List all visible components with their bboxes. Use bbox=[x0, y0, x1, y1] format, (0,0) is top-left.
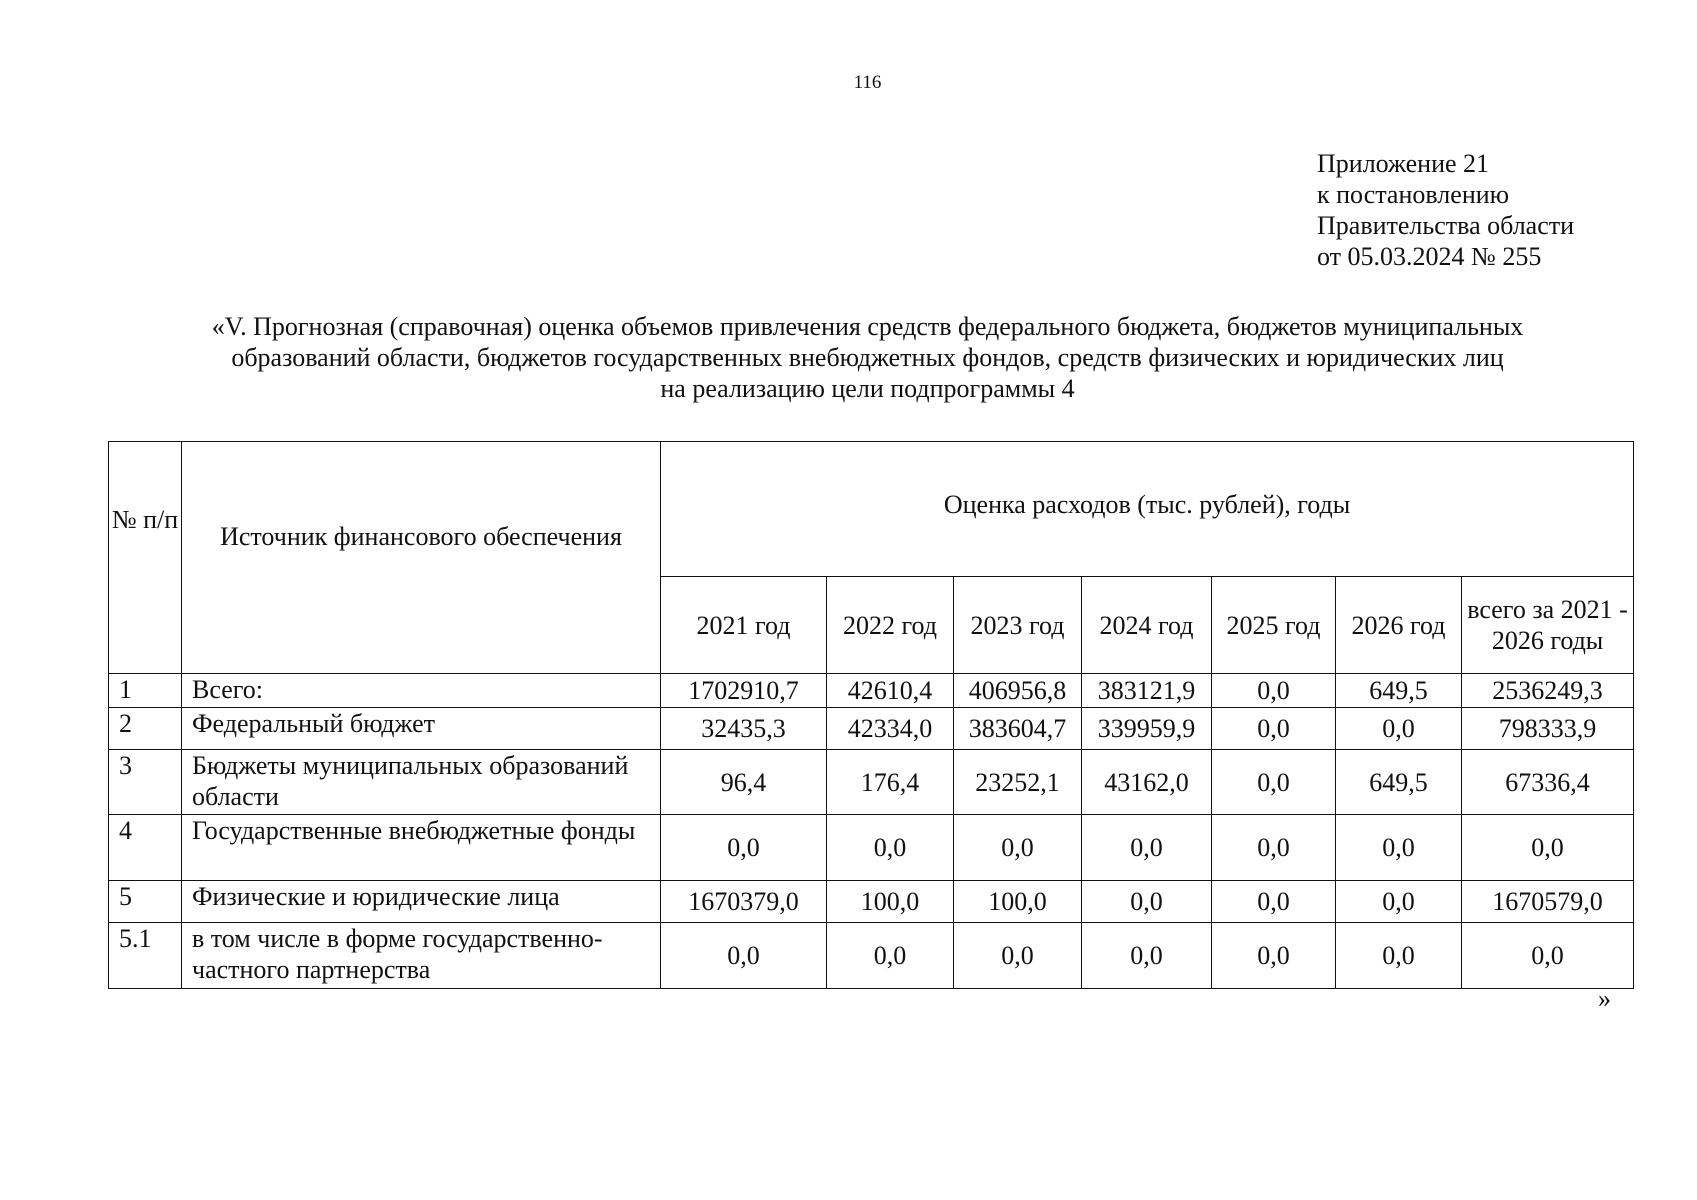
table-header-row bbox=[109, 442, 1634, 577]
cell-value: 100,0 bbox=[954, 881, 1082, 923]
header-year: 2022 год bbox=[827, 577, 954, 674]
cell-value: 0,0 bbox=[954, 923, 1082, 989]
cell-total: 1670579,0 bbox=[1462, 881, 1634, 923]
table-row bbox=[109, 674, 1634, 708]
row-number: 5 bbox=[109, 881, 182, 923]
cell-value: 0,0 bbox=[1212, 750, 1336, 815]
cell-value: 0,0 bbox=[827, 815, 954, 881]
title-line: на реализацию цели подпрограммы 4 bbox=[660, 374, 1075, 403]
cell-value: 649,5 bbox=[1336, 674, 1462, 708]
row-source: Физические и юридические лица bbox=[182, 881, 661, 923]
row-source: Федеральный бюджет bbox=[182, 708, 661, 750]
cell-value: 0,0 bbox=[1082, 923, 1212, 989]
cell-value: 0,0 bbox=[1082, 815, 1212, 881]
closing-quote: » bbox=[1598, 984, 1611, 1013]
appendix-line: Приложение 21 bbox=[1317, 149, 1490, 178]
cell-value: 0,0 bbox=[1336, 708, 1462, 750]
row-source: Всего: bbox=[182, 674, 661, 708]
appendix-line: к постановлению bbox=[1317, 180, 1510, 209]
cell-value: 0,0 bbox=[1082, 881, 1212, 923]
cell-value: 96,4 bbox=[661, 750, 827, 815]
table-row bbox=[109, 923, 1634, 989]
cell-value: 23252,1 bbox=[954, 750, 1082, 815]
header-source: Источник финансового обеспечения bbox=[182, 442, 661, 674]
header-cost-estimate: Оценка расходов (тыс. рублей), годы bbox=[661, 442, 1634, 577]
row-number: 4 bbox=[109, 815, 182, 881]
cell-total: 0,0 bbox=[1462, 815, 1634, 881]
cell-value: 0,0 bbox=[1212, 708, 1336, 750]
cell-value: 42610,4 bbox=[827, 674, 954, 708]
page-number: 116 bbox=[853, 72, 882, 93]
cell-value: 406956,8 bbox=[954, 674, 1082, 708]
cell-total: 798333,9 bbox=[1462, 708, 1634, 750]
row-number: 5.1 bbox=[109, 923, 182, 989]
header-year: 2023 год bbox=[954, 577, 1082, 674]
row-number: 1 bbox=[109, 674, 182, 708]
appendix-line: от 05.03.2024 № 255 bbox=[1317, 242, 1542, 271]
cell-value: 0,0 bbox=[954, 815, 1082, 881]
cell-value: 339959,9 bbox=[1082, 708, 1212, 750]
table-row bbox=[109, 815, 1634, 881]
row-source: в том числе в форме государственно-частного партнерства bbox=[182, 923, 661, 989]
cell-value: 0,0 bbox=[1212, 881, 1336, 923]
cell-value: 649,5 bbox=[1336, 750, 1462, 815]
cell-value: 43162,0 bbox=[1082, 750, 1212, 815]
table-row bbox=[109, 750, 1634, 815]
header-year: 2026 год bbox=[1336, 577, 1462, 674]
cell-value: 383604,7 bbox=[954, 708, 1082, 750]
cell-value: 0,0 bbox=[1212, 815, 1336, 881]
title-line: образований области, бюджетов государственных внебюджетных фондов, средств физических и юридических лиц bbox=[231, 343, 1504, 372]
cell-value: 0,0 bbox=[1212, 923, 1336, 989]
title-line: «V. Прогнозная (справочная) оценка объемов привлечения средств федерального бюджета, бюджетов муниципальных bbox=[211, 312, 1524, 341]
cell-value: 1702910,7 bbox=[661, 674, 827, 708]
cell-value: 0,0 bbox=[1336, 923, 1462, 989]
document-title bbox=[100, 311, 1635, 404]
cell-value: 0,0 bbox=[1336, 815, 1462, 881]
cell-value: 42334,0 bbox=[827, 708, 954, 750]
cell-value: 176,4 bbox=[827, 750, 954, 815]
header-year: 2021 год bbox=[661, 577, 827, 674]
cell-value: 0,0 bbox=[827, 923, 954, 989]
cell-value: 32435,3 bbox=[661, 708, 827, 750]
row-source: Бюджеты муниципальных образований области bbox=[182, 750, 661, 815]
appendix-reference bbox=[1317, 148, 1574, 272]
header-year: 2024 год bbox=[1082, 577, 1212, 674]
row-number: 3 bbox=[109, 750, 182, 815]
cell-value: 100,0 bbox=[827, 881, 954, 923]
appendix-line: Правительства области bbox=[1317, 211, 1575, 240]
cell-total: 2536249,3 bbox=[1462, 674, 1634, 708]
row-number: 2 bbox=[109, 708, 182, 750]
header-total: всего за 2021 - 2026 годы bbox=[1462, 577, 1634, 674]
cell-total: 67336,4 bbox=[1462, 750, 1634, 815]
header-year: 2025 год bbox=[1212, 577, 1336, 674]
financing-table bbox=[108, 441, 1634, 989]
cell-value: 0,0 bbox=[1336, 881, 1462, 923]
header-number: № п/п bbox=[109, 442, 182, 674]
table-row bbox=[109, 708, 1634, 750]
cell-value: 0,0 bbox=[661, 923, 827, 989]
cell-value: 0,0 bbox=[1212, 674, 1336, 708]
cell-value: 383121,9 bbox=[1082, 674, 1212, 708]
table-row bbox=[109, 881, 1634, 923]
cell-value: 0,0 bbox=[661, 815, 827, 881]
row-source: Государственные внебюджетные фонды bbox=[182, 815, 661, 881]
cell-total: 0,0 bbox=[1462, 923, 1634, 989]
cell-value: 1670379,0 bbox=[661, 881, 827, 923]
